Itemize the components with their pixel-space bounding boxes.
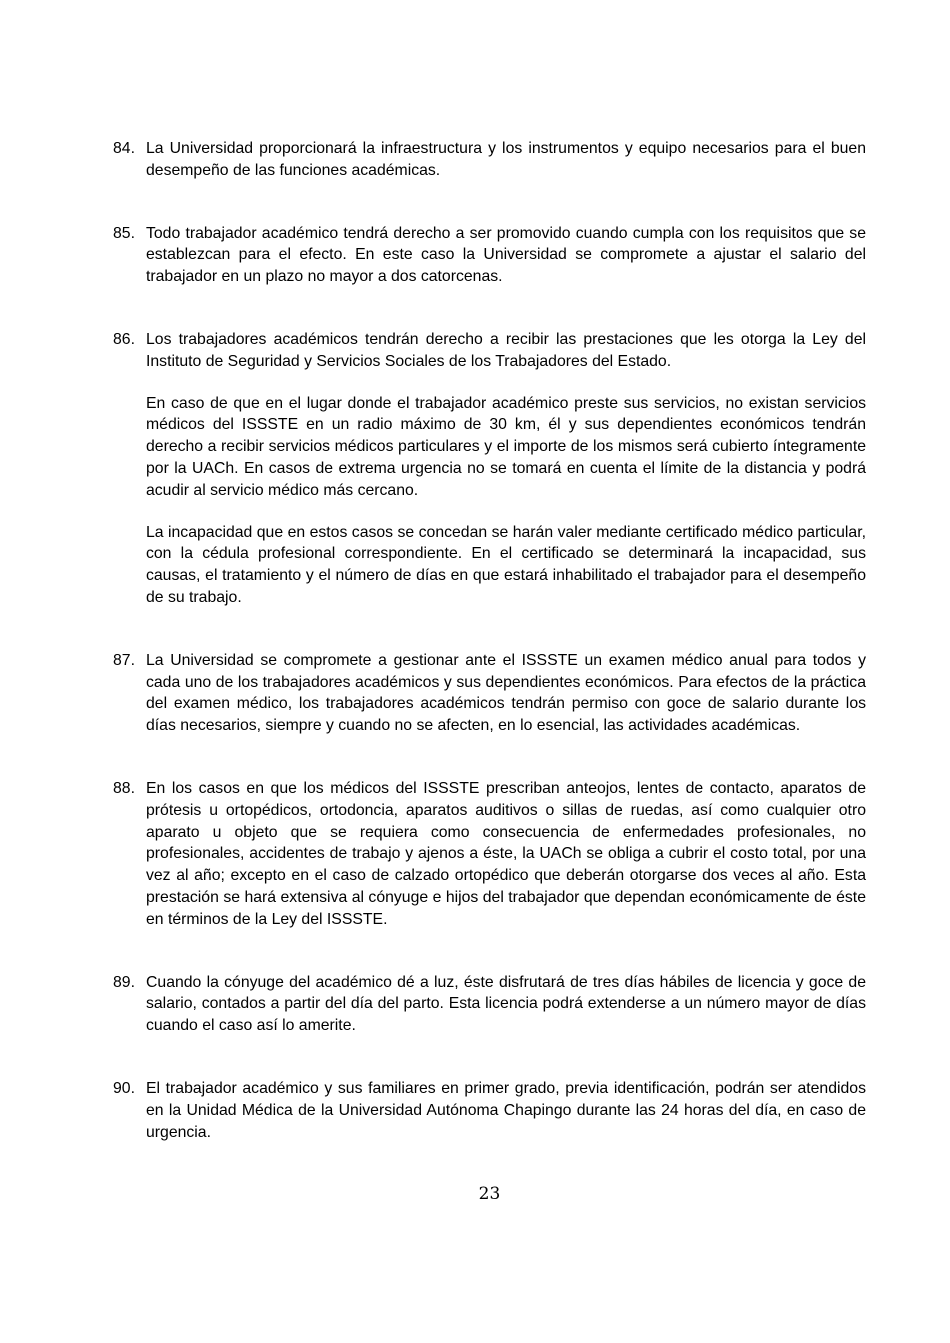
- clause-paragraph: La Universidad se compromete a gestionar ante el ISSSTE un examen médico anual para todos y cada uno de los trabajadores académicos y sus dependientes económicos. Para efectos de la práctica del examen médico, los trabajadores académicos tendrán permiso con goce de salario durante los días necesarios, siempre y cuando no se afecten, en lo esencial, las actividades académicas.: [146, 651, 866, 735]
- clause-number: 85.: [113, 224, 135, 242]
- clause-number: 84.: [113, 140, 135, 157]
- clause-87: [113, 650, 866, 737]
- clause-text: [146, 650, 866, 737]
- clause-88: [113, 778, 866, 931]
- clause-paragraph: La incapacidad que en estos casos se concedan se harán valer mediante certificado médico particular, con la cédula profesional correspondiente. En el certificado se determinará la incapacidad, sus causas, el tratamiento y el número de días en que estará inhabilitado el trabajador para el desempeño de su trabajo.: [146, 523, 866, 606]
- clause-85: [113, 223, 866, 288]
- clause-paragraph: Cuando la cónyuge del académico dé a luz, éste disfrutará de tres días hábiles de licencia y goce de salario, contados a partir del día del parto. Esta licencia podrá extenderse a un número mayor de días cuando el caso así lo amerite.: [146, 973, 866, 1035]
- clause-text: [146, 972, 866, 1037]
- clause-paragraph: Los trabajadores académicos tendrán derecho a recibir las prestaciones que les otorga la Ley del Instituto de Seguridad y Servicios Sociales de los Trabajadores del Estado.: [146, 330, 866, 370]
- clause-number: 86.: [113, 330, 135, 348]
- clause-number: 89.: [113, 973, 135, 991]
- clause-paragraph: El trabajador académico y sus familiares en primer grado, previa identificación, podrán ser atendidos en la Unidad Médica de la Universidad Autónoma Chapingo durante las 24 horas del día, en caso de urgencia.: [146, 1079, 866, 1141]
- clause-84: [113, 138, 866, 182]
- clause-89: [113, 972, 866, 1037]
- clause-text: [146, 138, 866, 182]
- clause-text: [146, 329, 866, 609]
- clause-paragraph: En caso de que en el lugar donde el trabajador académico preste sus servicios, no existan servicios médicos del ISSSTE en un radio máximo de 30 km, él y sus dependientes económicos tendrán derecho a recibir servicios médicos particulares y el importe de los mismos será cubierto íntegramente por la UACh. En casos de extrema urgencia no se tomará en cuenta el límite de la distancia y podrá acudir al servicio médico más cercano.: [146, 394, 866, 499]
- clause-number: 90.: [113, 1079, 135, 1097]
- clause-text: [146, 223, 866, 288]
- clause-paragraph: En los casos en que los médicos del ISSSTE prescriban anteojos, lentes de contacto, aparatos de prótesis u ortopédicos, ortodoncia, aparatos auditivos o sillas de ruedas, así como cualquier otro aparato u objeto que se requiera como consecuencia de enfermedades profesionales, no profesionales, accidentes de trabajo y ajenos a éste, la UACh se obliga a cubrir el costo total, por una vez al año; excepto en el caso de calzado ortopédico que deberán otorgarse dos veces al año. Esta prestación se hará extensiva al cónyuge e hijos del trabajador que dependan económicamente de éste en términos de la Ley del ISSSTE.: [146, 779, 866, 928]
- clause-paragraph: La Universidad proporcionará la infraestructura y los instrumentos y equipo necesarios para el buen desempeño de las funciones académicas.: [146, 140, 866, 179]
- clause-86: [113, 329, 866, 609]
- page-number: 23: [478, 1184, 501, 1205]
- clause-number: 88.: [113, 779, 135, 797]
- clause-text: [146, 778, 866, 931]
- clause-90: [113, 1078, 866, 1143]
- clause-text: [146, 1078, 866, 1143]
- clause-paragraph: Todo trabajador académico tendrá derecho a ser promovido cuando cumpla con los requisitos que se establezcan para el efecto. En este caso la Universidad se compromete a ajustar el salario del trabajador en un plazo no mayor a dos catorcenas.: [146, 224, 866, 286]
- clause-number: 87.: [113, 651, 135, 669]
